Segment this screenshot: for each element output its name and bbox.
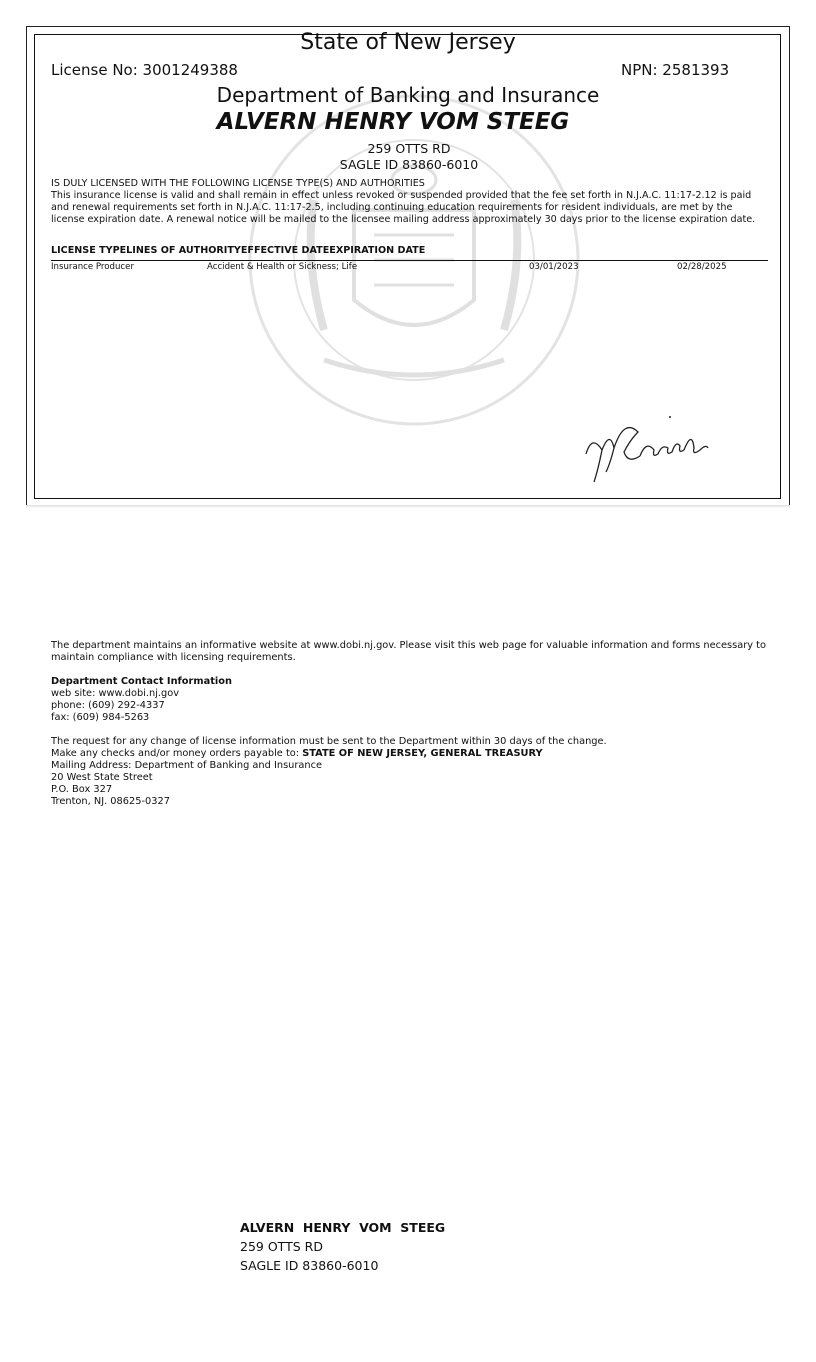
- contact-phone: phone: (609) 292-4337: [51, 700, 165, 711]
- certificate-shadow: [26, 505, 790, 508]
- cell-license-type: Insurance Producer: [51, 262, 134, 272]
- cell-expiration-date: 02/28/2025: [677, 262, 727, 272]
- contact-section: [51, 676, 771, 724]
- change-section: [51, 736, 771, 808]
- license-table-header: LICENSE TYPELINES OF AUTHORITYEFFECTIVE DATEEXPIRATION DATE: [51, 245, 426, 256]
- licensee-address-line1: 259 OTTS RD: [367, 141, 451, 156]
- license-number: License No: 3001249388: [51, 61, 238, 79]
- contact-heading: Department Contact Information: [51, 676, 232, 687]
- mailing-line2: SAGLE ID 83860-6010: [240, 1258, 379, 1273]
- website-note: The department maintains an informative website at www.dobi.nj.gov. Please visit this web page for valuable information and forms necessary to maintain compliance with licensing requirements.: [51, 640, 767, 663]
- license-terms: [51, 178, 763, 226]
- cell-lines-of-authority: Accident & Health or Sickness; Life: [207, 262, 358, 272]
- checks-line: [51, 748, 771, 760]
- change-note: The request for any change of license information must be sent to the Department within 30 days of the change.: [51, 736, 607, 747]
- state-title: State of New Jersey: [300, 30, 516, 55]
- checks-payee: STATE OF NEW JERSEY, GENERAL TREASURY: [302, 748, 543, 759]
- signature-icon: [584, 410, 714, 490]
- licensee-address-line2: SAGLE ID 83860-6010: [339, 157, 479, 172]
- mailing-address: Mailing Address: Department of Banking and Insurance: [51, 760, 323, 771]
- street: 20 West State Street: [51, 772, 153, 783]
- checks-prefix: Make any checks and/or money orders payable to:: [51, 748, 303, 759]
- duly-licensed-text: IS DULY LICENSED WITH THE FOLLOWING LICENSE TYPE(S) AND AUTHORITIES: [51, 178, 425, 189]
- cell-effective-date: 03/01/2023: [529, 262, 579, 272]
- npn-number: NPN: 2581393: [621, 61, 730, 79]
- mailing-name: ALVERN HENRY VOM STEEG: [240, 1220, 446, 1235]
- licensee-name: ALVERN HENRY VOM STEEG: [216, 109, 570, 135]
- city: Trenton, NJ. 08625-0327: [51, 796, 170, 807]
- mailing-line1: 259 OTTS RD: [240, 1239, 323, 1254]
- table-divider: [51, 260, 768, 261]
- po-box: P.O. Box 327: [51, 784, 113, 795]
- validity-text: This insurance license is valid and shall remain in effect unless revoked or suspended provided that the fee set forth in N.J.A.C. 11:17-2.12 is paid and renewal requirements set forth in N.J.A.C. 11:17-2.5, including continuing education requirements for resident individuals, are met by the license expiration date. A renewal notice will be mailed to the licensee mailing address approximately 30 days prior to the license expiration date.: [51, 190, 756, 225]
- department-title: Department of Banking and Insurance: [216, 83, 600, 107]
- contact-web: web site: www.dobi.nj.gov: [51, 688, 180, 699]
- contact-fax: fax: (609) 984-5263: [51, 712, 150, 723]
